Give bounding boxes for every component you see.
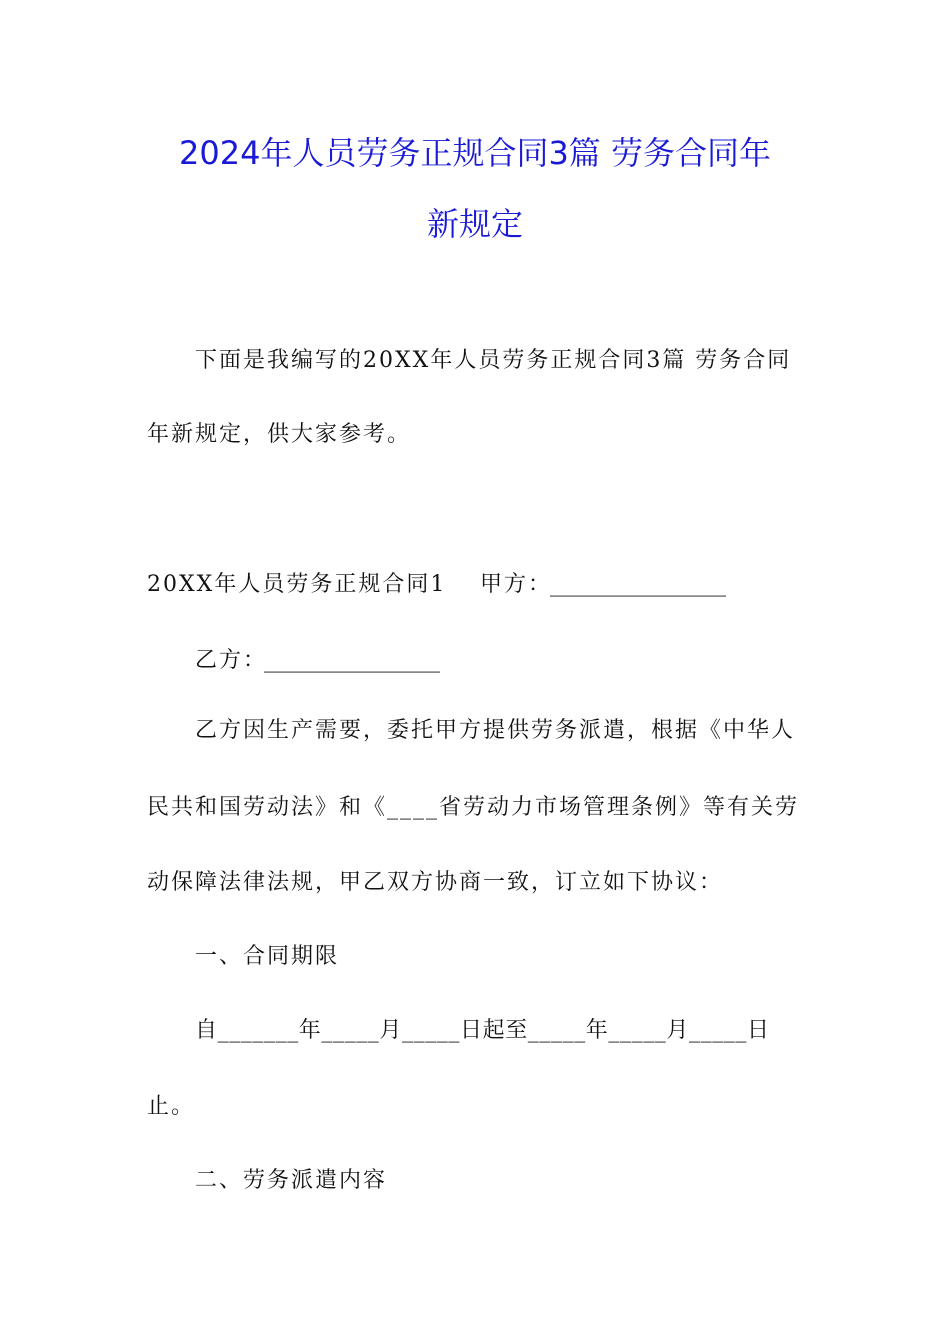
section-2-heading: 二、劳务派遣内容 xyxy=(195,1168,388,1193)
party-b-label: 乙方： xyxy=(195,648,268,673)
party-a-label: 甲方： xyxy=(480,572,553,597)
intro-line-2: 年新规定，供大家参考。 xyxy=(147,422,412,447)
intro-line-1: 下面是我编写的20XX年人员劳务正规合同3篇 劳务合同 xyxy=(195,348,792,373)
paragraph-line-1: 乙方因生产需要，委托甲方提供劳务派遣，根据《中华人 xyxy=(195,718,796,743)
party-a-blank: ________________ xyxy=(550,572,726,597)
term-line-1: 自_______年_____月_____日起至_____年_____月_____日 xyxy=(195,1018,770,1043)
paragraph-line-3: 动保障法律法规，甲乙双方协商一致，订立如下协议： xyxy=(147,870,724,895)
document-title-line-2: 新规定 xyxy=(426,205,523,243)
section-1-heading: 一、合同期限 xyxy=(195,944,340,969)
paragraph-line-2: 民共和国劳动法》和《____省劳动力市场管理条例》等有关劳 xyxy=(147,795,800,820)
term-line-2: 止。 xyxy=(147,1094,196,1119)
party-b-blank: ________________ xyxy=(264,648,440,673)
contract-heading: 20XX年人员劳务正规合同1 xyxy=(147,572,447,597)
document-title-line-1: 2024年人员劳务正规合同3篇 劳务合同年 xyxy=(179,134,771,172)
